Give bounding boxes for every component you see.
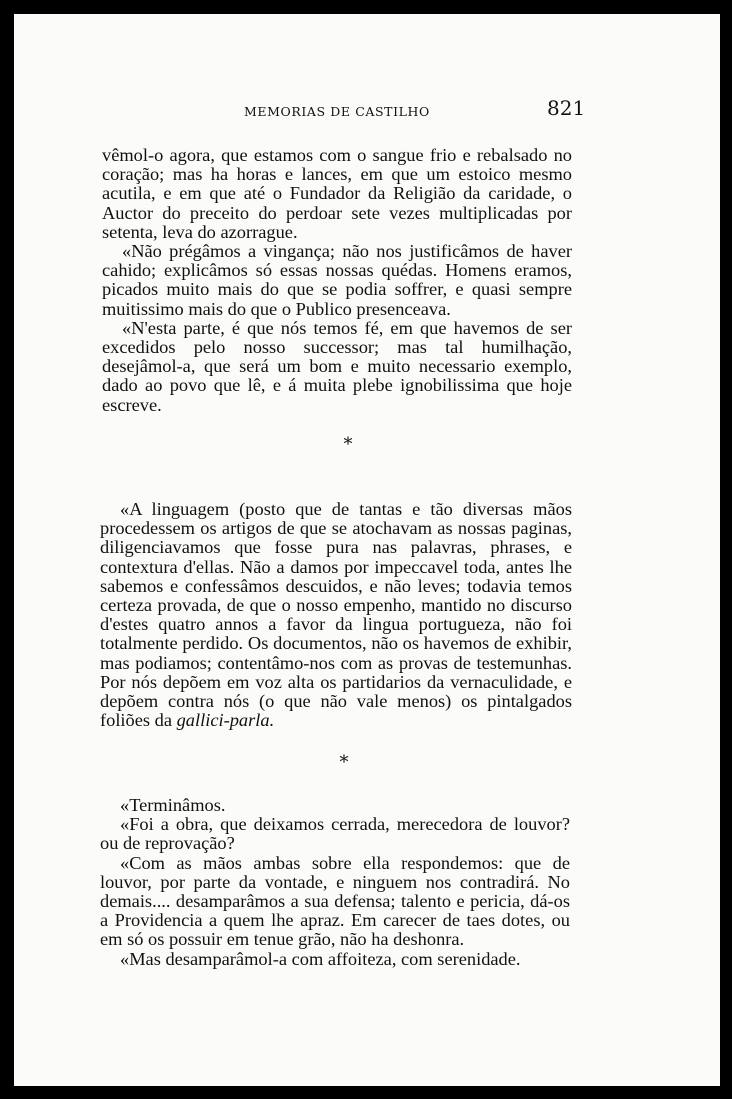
paragraph — [100, 500, 572, 730]
paragraph: «N'esta parte, é que nós temos fé, em que havemos de ser excedidos pelo nosso successor; mas tal humilhação, desejâmol-a, que será um bom e muito necessario exemplo, dado ao povo que lê, e á muita plebe ignobilissima que hoje escreve. — [102, 317, 572, 415]
paragraph: «Mas desamparâmol-a com affoiteza, com serenidade. — [120, 948, 521, 969]
italic-term: gallici-parla. — [176, 710, 275, 731]
section-separator-star: * — [339, 752, 349, 773]
page-number: 821 — [547, 96, 586, 120]
paragraph: vêmol-o agora, que estamos com o sangue frio e rebalsado no coração; mas ha horas e lances, em que um estoico mesmo acutila, e em que até o Fundador da Religião da caridade, o Auctor do preceito do perdoar sete vezes multiplicadas por setenta, leva do azorrague. — [102, 145, 572, 242]
text-block-2 — [100, 500, 572, 730]
text-block-1 — [102, 146, 572, 415]
paragraph: «Terminâmos. — [120, 795, 226, 815]
paragraph: «Com as mãos ambas sobre ella respondemos: que de louvor, por parte da vontade, e ninguem nos contradirá. No demais.... desamparâmos a sua defensa; talento e pericia, dá-os a Providencia a quem lhe apraz. Em carecer de taes dotes, ou em só os possuir em tenue grão, não ha deshonra. — [100, 852, 570, 950]
text-block-3 — [100, 796, 570, 969]
paragraph-text: «A linguagem (posto que de tantas e tão diversas mãos procedessem os artigos de que se atochavam as nossas paginas, diligenciavamos que fosse pura nas palavras, phrases, e contextura d'ellas. Não a damos por impeccavel toda, antes lhe sabemos e confessâmos descuidos, e não leves; todavia temos certeza provada, de que o nosso empenho, mantido no discurso d'estes quatro annos a favor da lingua portugueza, não foi totalmente perdido. Os documentos, não os havemos de exhibir, mas podiamos; contentâmo-nos com as provas de testemunhas. Por nós depõem em voz alta os partidarios da vernaculidade, e depõem contra nós (o que não vale menos) os pintalgados foliões da — [100, 499, 572, 731]
paragraph: «Não prégâmos a vingança; não nos justificâmos de haver cahido; explicâmos só essas nossas quédas. Homens eramos, picados muito mais do que se podia soffrer, e quasi sempre muitissimo mais do que o Publico presenceava. — [102, 241, 572, 319]
book-page — [14, 14, 720, 1086]
paragraph: «Foi a obra, que deixamos cerrada, merecedora de louvor? ou de reprovação? — [100, 814, 570, 854]
page-header — [14, 94, 720, 124]
running-title: MEMORIAS DE CASTILHO — [244, 104, 430, 119]
section-separator-star: * — [343, 434, 353, 455]
